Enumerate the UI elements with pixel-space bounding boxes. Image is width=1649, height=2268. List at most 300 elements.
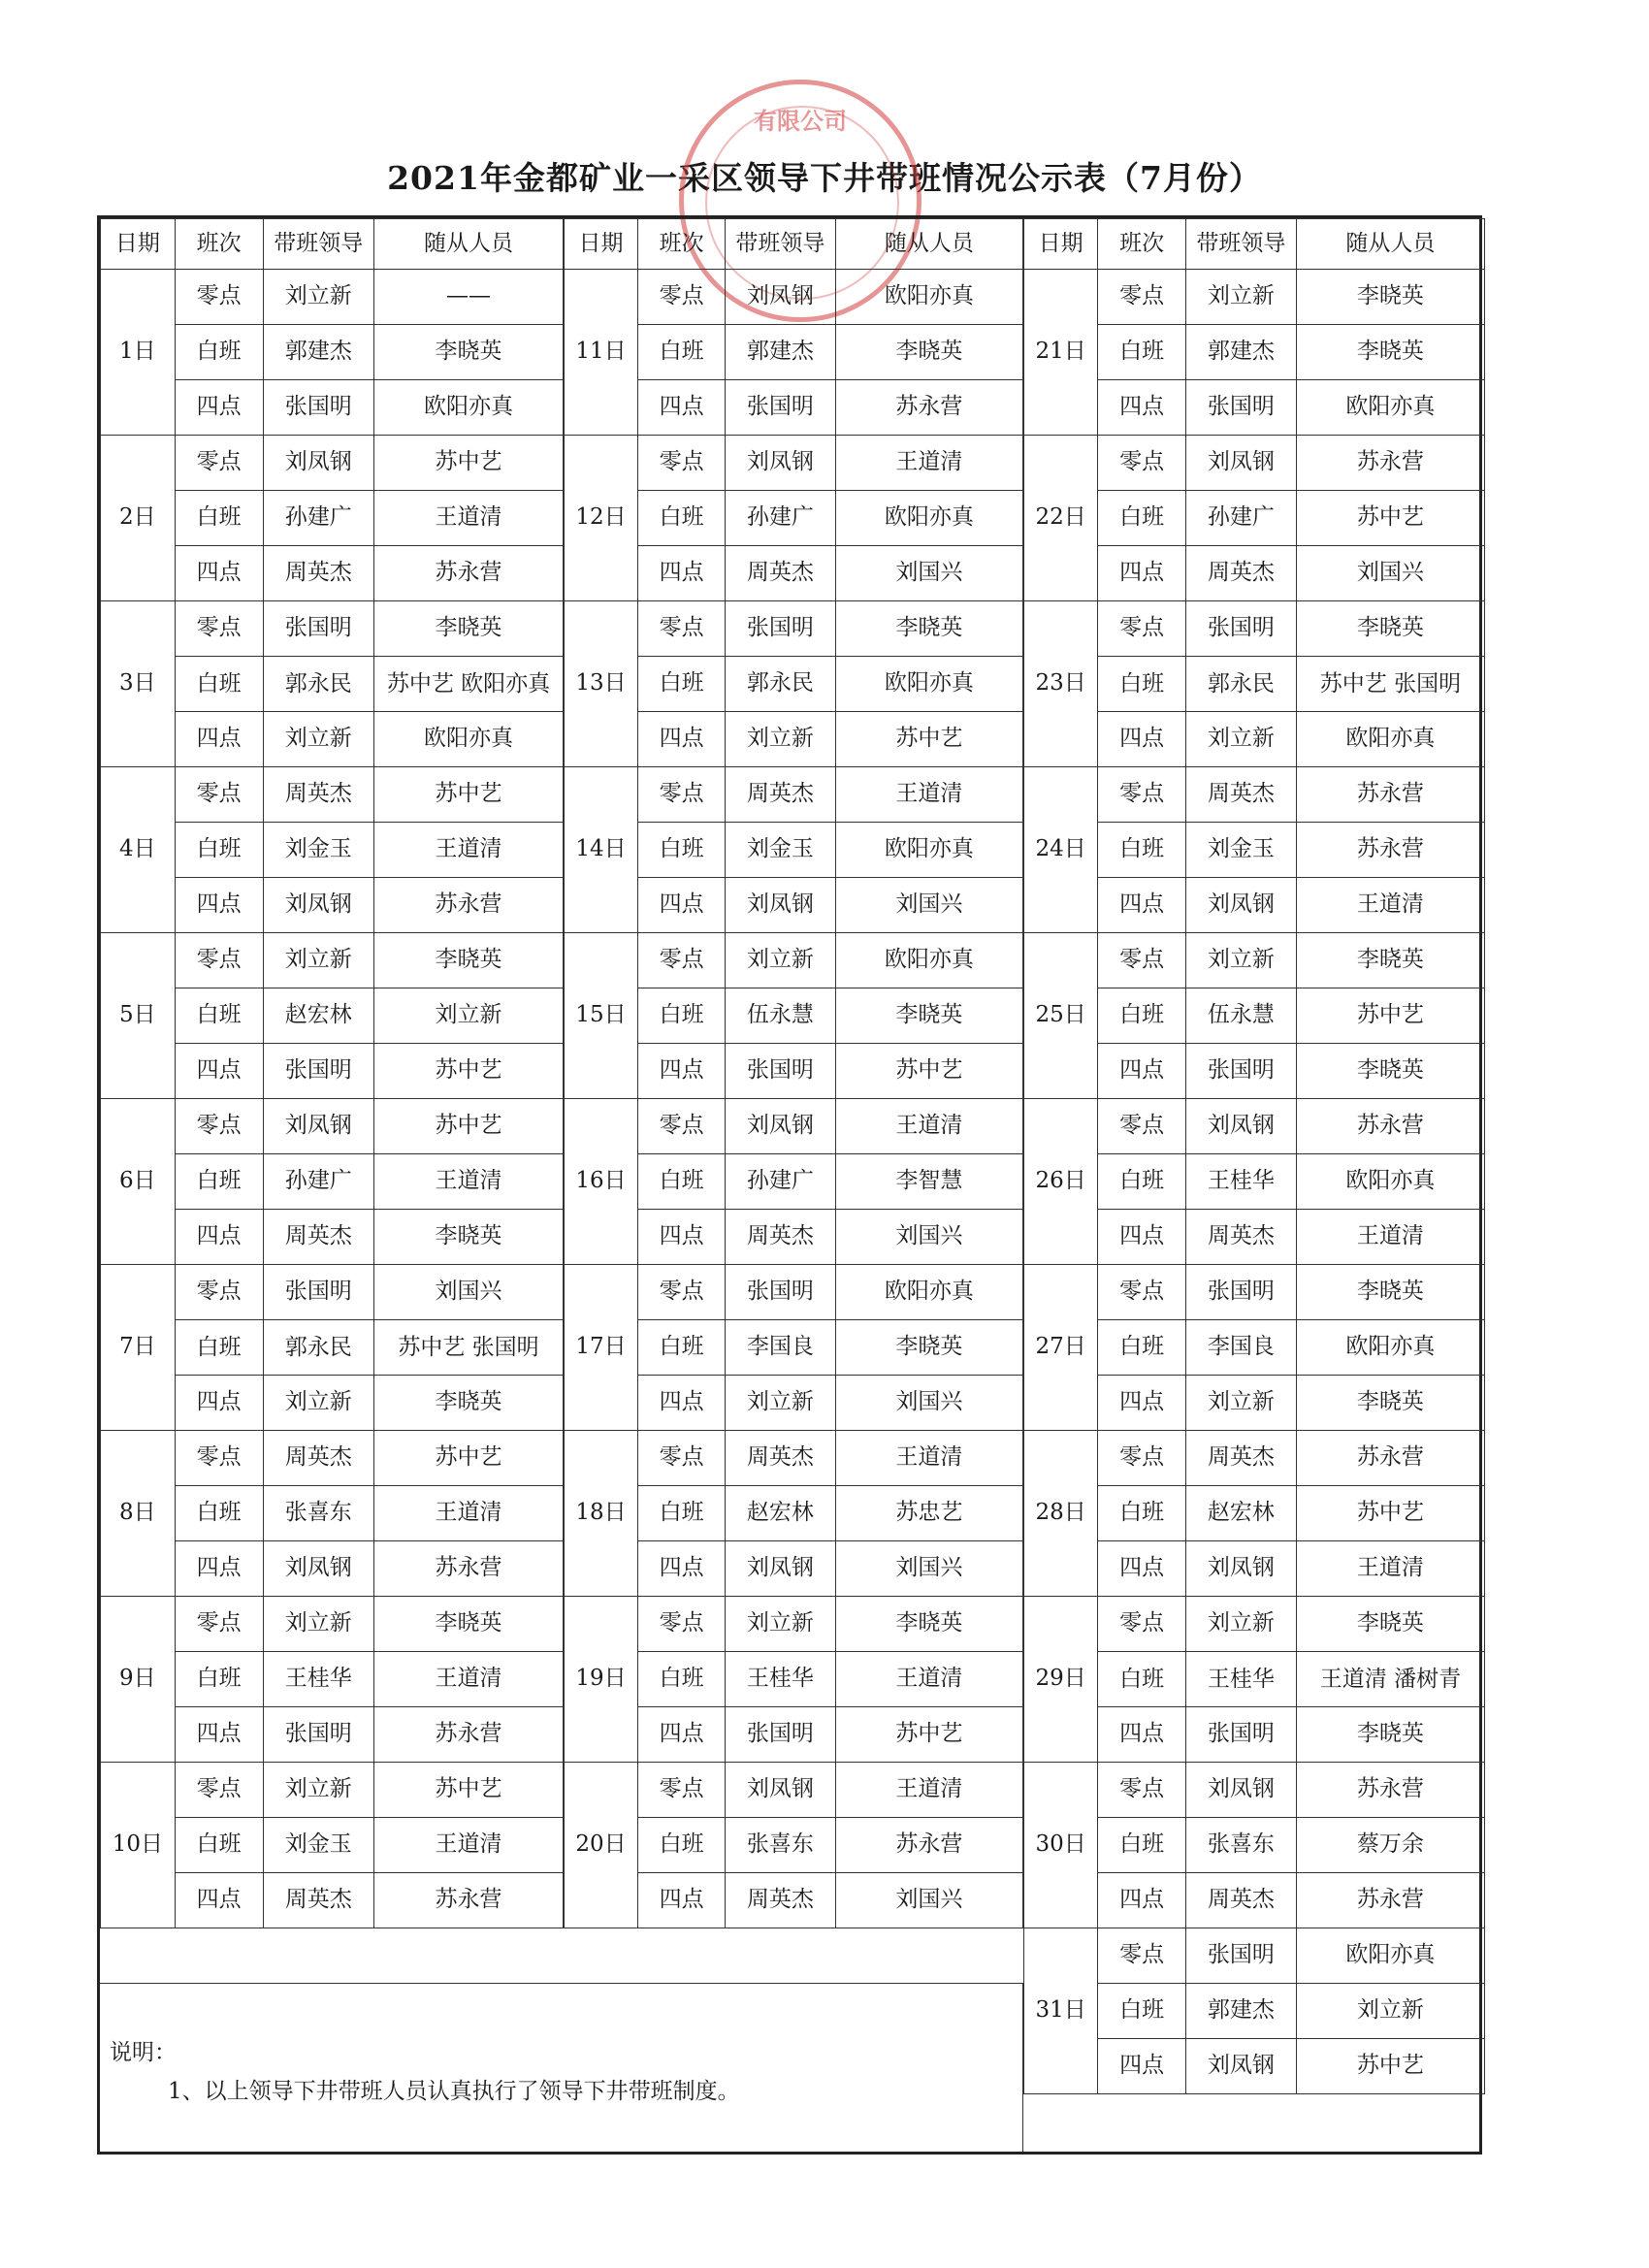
date-cell: 26日: [1024, 1099, 1098, 1265]
leader-cell: 孙建广: [1185, 491, 1296, 546]
staff-cell: 李晓英: [374, 933, 564, 988]
date-cell: 25日: [1024, 933, 1098, 1099]
date-cell: 22日: [1024, 436, 1098, 601]
table-row: [101, 1265, 564, 1320]
date-cell: 3日: [101, 601, 176, 767]
staff-cell: 欧阳亦真: [1296, 712, 1484, 767]
leader-cell: 周英杰: [263, 1873, 374, 1928]
table-row: [565, 270, 1023, 325]
staff-cell: 李晓英: [374, 1597, 564, 1652]
staff-cell: 苏永营: [1296, 1099, 1484, 1154]
date-header: 日期: [1024, 219, 1098, 270]
staff-cell: 李晓英: [1296, 270, 1484, 325]
table-row: [1024, 270, 1485, 325]
staff-cell: 欧阳亦真: [374, 380, 564, 436]
leader-cell: 周英杰: [726, 767, 836, 823]
shift-cell: 零点: [1098, 1597, 1185, 1652]
shift-cell: 四点: [638, 712, 726, 767]
staff-cell: 苏中艺: [1296, 2039, 1484, 2094]
shift-cell: 零点: [638, 767, 726, 823]
leader-cell: 刘立新: [263, 1597, 374, 1652]
notes-section: [100, 1983, 1023, 2152]
shift-cell: 白班: [175, 657, 263, 712]
staff-cell: 王道清 潘树青: [1296, 1652, 1484, 1707]
date-cell: 10日: [101, 1763, 176, 1928]
shift-cell: 零点: [1098, 767, 1185, 823]
shift-cell: 零点: [175, 1597, 263, 1652]
leader-cell: 刘凤钢: [1185, 1763, 1296, 1818]
leader-cell: 周英杰: [726, 546, 836, 601]
leader-cell: 张国明: [1185, 1044, 1296, 1099]
leader-cell: 刘凤钢: [263, 1541, 374, 1597]
leader-cell: 张国明: [263, 1707, 374, 1763]
shift-cell: 白班: [638, 325, 726, 380]
leader-cell: 周英杰: [263, 1431, 374, 1486]
table-row: [565, 1099, 1023, 1154]
shift-cell: 零点: [175, 436, 263, 491]
schedule-column-1: [100, 218, 564, 2152]
shift-cell: 零点: [175, 933, 263, 988]
schedule-table-3: [1023, 218, 1485, 2094]
shift-cell: 零点: [1098, 1763, 1185, 1818]
shift-cell: 四点: [1098, 546, 1185, 601]
table-row: [101, 436, 564, 491]
staff-cell: 刘国兴: [835, 1210, 1022, 1265]
shift-cell: 四点: [175, 380, 263, 436]
shift-cell: 白班: [175, 1320, 263, 1376]
staff-cell: 欧阳亦真: [1296, 1928, 1484, 1984]
shift-header: 班次: [638, 219, 726, 270]
staff-cell: 李晓英: [374, 325, 564, 380]
leader-cell: 张国明: [263, 1265, 374, 1320]
date-cell: 28日: [1024, 1431, 1098, 1597]
table-row: [565, 601, 1023, 657]
staff-cell: 刘国兴: [835, 1376, 1022, 1431]
staff-cell: 苏永营: [1296, 1873, 1484, 1928]
schedule-column-2: [564, 218, 1023, 2152]
staff-cell: 王道清: [374, 1486, 564, 1541]
staff-cell: 苏中艺: [1296, 491, 1484, 546]
date-header: 日期: [101, 219, 176, 270]
staff-cell: 李晓英: [835, 1597, 1022, 1652]
staff-cell: 苏永营: [835, 380, 1022, 436]
leader-cell: 张国明: [263, 1044, 374, 1099]
table-row: [101, 767, 564, 823]
staff-cell: 王道清: [1296, 878, 1484, 933]
shift-cell: 四点: [175, 1707, 263, 1763]
date-cell: 11日: [565, 270, 638, 436]
leader-cell: 刘凤钢: [726, 1099, 836, 1154]
shift-header: 班次: [1098, 219, 1185, 270]
table-row: [1024, 1763, 1485, 1818]
shift-cell: 四点: [638, 1376, 726, 1431]
shift-cell: 零点: [638, 1099, 726, 1154]
staff-cell: 苏永营: [374, 1873, 564, 1928]
date-cell: 5日: [101, 933, 176, 1099]
staff-cell: 苏永营: [1296, 1763, 1484, 1818]
shift-cell: 四点: [1098, 878, 1185, 933]
shift-cell: 白班: [175, 1818, 263, 1873]
date-header: 日期: [565, 219, 638, 270]
staff-cell: 李晓英: [1296, 1044, 1484, 1099]
shift-cell: 白班: [638, 1818, 726, 1873]
date-cell: 15日: [565, 933, 638, 1099]
shift-cell: 白班: [638, 1320, 726, 1376]
shift-cell: 四点: [1098, 1707, 1185, 1763]
leader-cell: 张国明: [1185, 1707, 1296, 1763]
leader-cell: 刘立新: [726, 712, 836, 767]
leader-cell: 赵宏林: [263, 988, 374, 1044]
staff-cell: 王道清: [1296, 1541, 1484, 1597]
shift-cell: 四点: [638, 878, 726, 933]
leader-cell: 刘凤钢: [726, 1541, 836, 1597]
leader-cell: 刘凤钢: [263, 436, 374, 491]
table-row: [565, 933, 1023, 988]
leader-cell: 李国良: [1185, 1320, 1296, 1376]
shift-cell: 零点: [175, 1763, 263, 1818]
leader-cell: 张国明: [726, 380, 836, 436]
leader-cell: 周英杰: [263, 767, 374, 823]
staff-cell: 王道清: [835, 1763, 1022, 1818]
shift-cell: 白班: [175, 325, 263, 380]
staff-cell: 王道清: [835, 1652, 1022, 1707]
shift-cell: 白班: [638, 1652, 726, 1707]
table-row: [565, 436, 1023, 491]
staff-cell: 刘国兴: [1296, 546, 1484, 601]
staff-cell: 王道清: [835, 767, 1022, 823]
staff-cell: 欧阳亦真: [835, 657, 1022, 712]
table-row: [1024, 1265, 1485, 1320]
table-row: [565, 1265, 1023, 1320]
shift-cell: 零点: [1098, 270, 1185, 325]
staff-cell: 蔡万余: [1296, 1818, 1484, 1873]
shift-cell: 四点: [1098, 2039, 1185, 2094]
leader-cell: 刘立新: [1185, 933, 1296, 988]
staff-cell: 欧阳亦真: [835, 933, 1022, 988]
shift-cell: 四点: [175, 1541, 263, 1597]
table-row: [101, 1597, 564, 1652]
schedule-column-3: [1023, 218, 1485, 2152]
leader-cell: 张国明: [1185, 601, 1296, 657]
staff-cell: 王道清: [835, 436, 1022, 491]
staff-cell: 王道清: [374, 1154, 564, 1210]
staff-cell: 苏忠艺: [835, 1486, 1022, 1541]
staff-cell: 李晓英: [374, 1376, 564, 1431]
date-cell: 23日: [1024, 601, 1098, 767]
staff-cell: 李晓英: [1296, 601, 1484, 657]
date-cell: 9日: [101, 1597, 176, 1763]
staff-cell: 李晓英: [1296, 325, 1484, 380]
leader-cell: 周英杰: [726, 1873, 836, 1928]
staff-cell: 李晓英: [374, 1210, 564, 1265]
staff-cell: 刘国兴: [835, 1541, 1022, 1597]
table-row: [1024, 436, 1485, 491]
table-row: [101, 1763, 564, 1818]
table-row: [101, 1431, 564, 1486]
leader-cell: 周英杰: [263, 546, 374, 601]
shift-cell: 白班: [1098, 1652, 1185, 1707]
staff-cell: 李晓英: [835, 325, 1022, 380]
leader-cell: 孙建广: [263, 1154, 374, 1210]
leader-cell: 周英杰: [263, 1210, 374, 1265]
staff-header: 随从人员: [1296, 219, 1484, 270]
shift-cell: 零点: [638, 1431, 726, 1486]
staff-cell: 苏中艺 张国明: [374, 1320, 564, 1376]
shift-cell: 四点: [175, 1376, 263, 1431]
staff-cell: 李晓英: [1296, 933, 1484, 988]
leader-cell: 王桂华: [1185, 1154, 1296, 1210]
shift-cell: 零点: [1098, 1928, 1185, 1984]
staff-cell: 苏永营: [374, 1707, 564, 1763]
staff-cell: 欧阳亦真: [1296, 1154, 1484, 1210]
leader-cell: 张国明: [726, 1707, 836, 1763]
shift-cell: 白班: [175, 1652, 263, 1707]
shift-cell: 四点: [1098, 1044, 1185, 1099]
staff-cell: 刘立新: [1296, 1984, 1484, 2039]
leader-cell: 刘金玉: [263, 1818, 374, 1873]
notes-heading: 说明：: [110, 2040, 177, 2065]
shift-cell: 零点: [175, 1265, 263, 1320]
leader-cell: 王桂华: [263, 1652, 374, 1707]
date-cell: 31日: [1024, 1928, 1098, 2094]
date-cell: 29日: [1024, 1597, 1098, 1763]
leader-cell: 刘立新: [1185, 270, 1296, 325]
date-cell: 2日: [101, 436, 176, 601]
leader-cell: 张国明: [1185, 380, 1296, 436]
staff-header: 随从人员: [374, 219, 564, 270]
leader-cell: 刘立新: [263, 1376, 374, 1431]
staff-cell: 欧阳亦真: [835, 1265, 1022, 1320]
staff-cell: 刘立新: [374, 988, 564, 1044]
shift-cell: 白班: [1098, 1818, 1185, 1873]
staff-cell: 刘国兴: [835, 1873, 1022, 1928]
shift-cell: 零点: [638, 1265, 726, 1320]
shift-cell: 四点: [175, 1210, 263, 1265]
staff-cell: 欧阳亦真: [1296, 380, 1484, 436]
leader-header: 带班领导: [1185, 219, 1296, 270]
leader-cell: 郭永民: [263, 1320, 374, 1376]
leader-cell: 周英杰: [1185, 546, 1296, 601]
leader-cell: 周英杰: [1185, 1210, 1296, 1265]
shift-cell: 白班: [1098, 1984, 1185, 2039]
table-row: [1024, 601, 1485, 657]
leader-cell: 刘凤钢: [263, 1099, 374, 1154]
leader-cell: 赵宏林: [1185, 1486, 1296, 1541]
shift-cell: 零点: [638, 1597, 726, 1652]
staff-cell: 苏中艺 张国明: [1296, 657, 1484, 712]
schedule-table-2: [564, 218, 1023, 1928]
staff-cell: 李晓英: [835, 1320, 1022, 1376]
shift-cell: 四点: [175, 1044, 263, 1099]
staff-cell: ——: [374, 270, 564, 325]
staff-cell: 王道清: [835, 1431, 1022, 1486]
shift-cell: 白班: [638, 657, 726, 712]
shift-cell: 白班: [175, 491, 263, 546]
leader-cell: 周英杰: [1185, 767, 1296, 823]
date-cell: 4日: [101, 767, 176, 933]
staff-cell: 苏中艺: [1296, 988, 1484, 1044]
leader-cell: 刘凤钢: [1185, 2039, 1296, 2094]
shift-cell: 白班: [1098, 1154, 1185, 1210]
staff-cell: 苏永营: [374, 1541, 564, 1597]
date-cell: 1日: [101, 270, 176, 436]
staff-cell: 王道清: [835, 1099, 1022, 1154]
date-cell: 6日: [101, 1099, 176, 1265]
shift-cell: 零点: [1098, 1099, 1185, 1154]
leader-cell: 郭永民: [726, 657, 836, 712]
leader-cell: 郭建杰: [1185, 1984, 1296, 2039]
shift-cell: 白班: [638, 1154, 726, 1210]
staff-cell: 欧阳亦真: [374, 712, 564, 767]
staff-cell: 李晓英: [1296, 1597, 1484, 1652]
staff-cell: 王道清: [1296, 1210, 1484, 1265]
shift-cell: 四点: [1098, 1210, 1185, 1265]
leader-cell: 郭永民: [1185, 657, 1296, 712]
staff-cell: 刘国兴: [835, 546, 1022, 601]
table-row: [1024, 1597, 1485, 1652]
shift-cell: 零点: [175, 1431, 263, 1486]
leader-cell: 刘立新: [726, 1597, 836, 1652]
staff-cell: 李智慧: [835, 1154, 1022, 1210]
shift-cell: 零点: [638, 270, 726, 325]
shift-cell: 零点: [175, 601, 263, 657]
staff-cell: 欧阳亦真: [835, 270, 1022, 325]
shift-cell: 零点: [638, 601, 726, 657]
staff-cell: 苏中艺: [1296, 1486, 1484, 1541]
staff-cell: 苏中艺: [374, 1099, 564, 1154]
date-cell: 8日: [101, 1431, 176, 1597]
staff-cell: 刘国兴: [374, 1265, 564, 1320]
leader-cell: 刘立新: [726, 1376, 836, 1431]
leader-cell: 孙建广: [726, 1154, 836, 1210]
shift-cell: 四点: [175, 1873, 263, 1928]
shift-cell: 白班: [1098, 988, 1185, 1044]
date-cell: 18日: [565, 1431, 638, 1597]
leader-cell: 李国良: [726, 1320, 836, 1376]
leader-cell: 刘凤钢: [726, 1763, 836, 1818]
staff-cell: 王道清: [374, 1818, 564, 1873]
shift-cell: 四点: [638, 1707, 726, 1763]
shift-cell: 白班: [1098, 657, 1185, 712]
shift-cell: 四点: [1098, 380, 1185, 436]
leader-cell: 刘凤钢: [726, 436, 836, 491]
shift-cell: 四点: [638, 1873, 726, 1928]
leader-cell: 刘立新: [263, 1763, 374, 1818]
date-cell: 30日: [1024, 1763, 1098, 1928]
leader-cell: 刘凤钢: [1185, 1099, 1296, 1154]
table-row: [101, 933, 564, 988]
date-cell: 27日: [1024, 1265, 1098, 1431]
staff-cell: 苏中艺: [835, 1707, 1022, 1763]
shift-cell: 白班: [1098, 823, 1185, 878]
leader-cell: 刘凤钢: [726, 878, 836, 933]
shift-cell: 零点: [1098, 601, 1185, 657]
shift-cell: 零点: [1098, 1431, 1185, 1486]
shift-cell: 零点: [175, 1099, 263, 1154]
staff-cell: 李晓英: [374, 601, 564, 657]
leader-cell: 郭建杰: [726, 325, 836, 380]
staff-cell: 苏中艺: [374, 1044, 564, 1099]
shift-cell: 零点: [1098, 933, 1185, 988]
shift-cell: 白班: [638, 988, 726, 1044]
staff-cell: 苏中艺 欧阳亦真: [374, 657, 564, 712]
staff-cell: 欧阳亦真: [835, 491, 1022, 546]
page-title: 2021年金都矿业一采区领导下井带班情况公示表（7月份）: [387, 159, 1262, 197]
table-row: [1024, 1431, 1485, 1486]
shift-cell: 白班: [1098, 1486, 1185, 1541]
staff-cell: 苏永营: [374, 878, 564, 933]
leader-cell: 周英杰: [726, 1210, 836, 1265]
staff-cell: 苏永营: [1296, 436, 1484, 491]
shift-cell: 零点: [1098, 436, 1185, 491]
staff-cell: 李晓英: [1296, 1376, 1484, 1431]
shift-cell: 白班: [175, 1154, 263, 1210]
header-row: [101, 219, 564, 270]
staff-cell: 李晓英: [835, 988, 1022, 1044]
staff-cell: 王道清: [374, 1652, 564, 1707]
table-row: [1024, 767, 1485, 823]
table-row: [101, 1099, 564, 1154]
leader-cell: 刘凤钢: [263, 878, 374, 933]
shift-cell: 四点: [638, 1210, 726, 1265]
staff-cell: 苏中艺: [835, 712, 1022, 767]
shift-cell: 四点: [1098, 1541, 1185, 1597]
staff-cell: 王道清: [374, 823, 564, 878]
shift-cell: 零点: [175, 270, 263, 325]
leader-cell: 孙建广: [726, 491, 836, 546]
date-cell: 12日: [565, 436, 638, 601]
table-row: [565, 1431, 1023, 1486]
date-cell: 21日: [1024, 270, 1098, 436]
notes-line: 1、以上领导下井带班人员认真执行了领导下井带班制度。: [168, 2079, 740, 2104]
date-cell: 7日: [101, 1265, 176, 1431]
leader-cell: 孙建广: [263, 491, 374, 546]
leader-cell: 郭建杰: [263, 325, 374, 380]
shift-cell: 四点: [175, 546, 263, 601]
staff-cell: 苏中艺: [835, 1044, 1022, 1099]
date-cell: 17日: [565, 1265, 638, 1431]
leader-cell: 张国明: [726, 1265, 836, 1320]
leader-cell: 赵宏林: [726, 1486, 836, 1541]
leader-cell: 刘金玉: [726, 823, 836, 878]
shift-cell: 四点: [638, 1541, 726, 1597]
shift-cell: 零点: [638, 933, 726, 988]
table-row: [565, 767, 1023, 823]
leader-cell: 刘立新: [1185, 712, 1296, 767]
staff-header: 随从人员: [835, 219, 1022, 270]
leader-cell: 张喜东: [1185, 1818, 1296, 1873]
shift-cell: 白班: [1098, 1320, 1185, 1376]
leader-header: 带班领导: [726, 219, 836, 270]
leader-cell: 张国明: [263, 601, 374, 657]
staff-cell: 刘国兴: [835, 878, 1022, 933]
shift-cell: 白班: [638, 1486, 726, 1541]
date-cell: 19日: [565, 1597, 638, 1763]
shift-cell: 四点: [175, 712, 263, 767]
date-cell: 14日: [565, 767, 638, 933]
date-cell: 13日: [565, 601, 638, 767]
staff-cell: 苏中艺: [374, 1431, 564, 1486]
duty-schedule-table: [97, 215, 1482, 2155]
shift-cell: 白班: [175, 823, 263, 878]
leader-cell: 刘立新: [1185, 1597, 1296, 1652]
date-cell: 16日: [565, 1099, 638, 1265]
staff-cell: 李晓英: [835, 601, 1022, 657]
staff-cell: 苏永营: [374, 546, 564, 601]
table-row: [1024, 933, 1485, 988]
shift-cell: 零点: [1098, 1265, 1185, 1320]
shift-cell: 白班: [175, 988, 263, 1044]
